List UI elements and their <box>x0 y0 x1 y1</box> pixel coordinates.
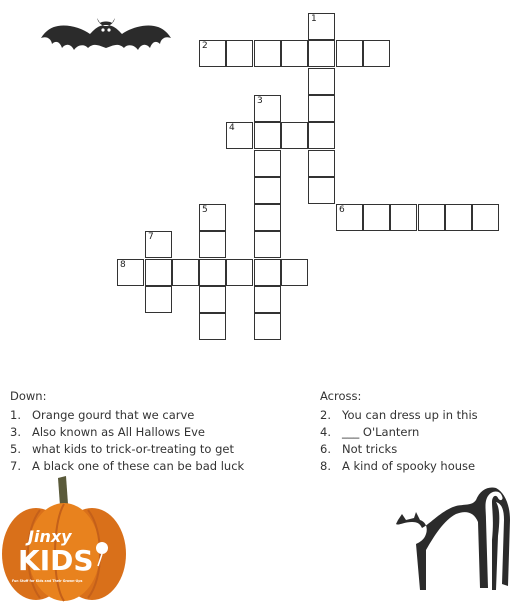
pumpkin-icon <box>0 474 128 604</box>
logo-text-jinxy: Jinxy <box>28 527 72 546</box>
grid-cell[interactable] <box>145 259 172 286</box>
grid-cell[interactable] <box>308 40 335 67</box>
grid-cell[interactable] <box>418 204 445 231</box>
grid-cell[interactable] <box>254 150 281 177</box>
grid-cell[interactable] <box>308 122 335 149</box>
grid-cell[interactable] <box>199 204 226 231</box>
clue-across-2: 2. You can dress up in this <box>320 408 478 422</box>
clue-down-1: 1. Orange gourd that we carve <box>10 408 195 422</box>
clue-number: 7 <box>148 232 154 242</box>
grid-cell[interactable] <box>363 40 390 67</box>
logo-text-kids: KIDS <box>18 544 94 577</box>
clue-number: 2 <box>202 41 208 51</box>
logo-tagline: Fun Stuff for Kids and Their Grown-Ups <box>12 579 83 583</box>
clue-across-6: 6. Not tricks <box>320 442 398 456</box>
grid-cell[interactable] <box>445 204 472 231</box>
clue-number: 6 <box>339 205 345 215</box>
grid-cell[interactable] <box>145 231 172 258</box>
clue-down-3: 3. Also known as All Hallows Eve <box>10 425 206 439</box>
clue-number: 8 <box>120 260 126 270</box>
grid-cell[interactable] <box>281 122 308 149</box>
clue-across-8: 8. A kind of spooky house <box>320 459 476 473</box>
grid-cell[interactable] <box>308 95 335 122</box>
clue-down-5: 5. what kids to trick-or-treating to get <box>10 442 235 456</box>
grid-cell[interactable] <box>281 259 308 286</box>
grid-cell[interactable] <box>254 286 281 313</box>
grid-cell[interactable] <box>254 231 281 258</box>
grid-cell[interactable] <box>254 259 281 286</box>
grid-cell[interactable] <box>472 204 499 231</box>
down-heading: Down: <box>10 389 47 403</box>
grid-cell[interactable] <box>254 313 281 340</box>
grid-cell[interactable] <box>172 259 199 286</box>
clue-number: 3 <box>257 96 263 106</box>
grid-cell[interactable] <box>199 231 226 258</box>
grid-cell[interactable] <box>254 40 281 67</box>
grid-cell[interactable] <box>254 177 281 204</box>
clue-number: 1 <box>311 14 317 24</box>
grid-cell[interactable] <box>308 177 335 204</box>
grid-cell[interactable] <box>199 259 226 286</box>
grid-cell[interactable] <box>308 150 335 177</box>
grid-cell[interactable] <box>308 13 335 40</box>
down-clues <box>10 388 244 475</box>
grid-cell[interactable] <box>226 259 253 286</box>
black-cat-icon <box>392 480 512 594</box>
grid-cell[interactable] <box>308 68 335 95</box>
grid-cell[interactable] <box>199 286 226 313</box>
grid-cell[interactable] <box>145 286 172 313</box>
grid-cell[interactable] <box>199 313 226 340</box>
grid-cell[interactable] <box>336 40 363 67</box>
grid-cell[interactable] <box>226 122 253 149</box>
grid-cell[interactable] <box>254 204 281 231</box>
grid-cell[interactable] <box>336 204 363 231</box>
across-clues <box>320 388 478 475</box>
clue-number: 4 <box>229 123 235 133</box>
clue-down-7: 7. A black one of these can be bad luck <box>10 459 245 473</box>
clue-number: 5 <box>202 205 208 215</box>
grid-cell[interactable] <box>226 40 253 67</box>
grid-cell[interactable] <box>254 122 281 149</box>
grid-cell[interactable] <box>254 95 281 122</box>
grid-cell[interactable] <box>390 204 417 231</box>
grid-cell[interactable] <box>281 40 308 67</box>
grid-cell[interactable] <box>199 40 226 67</box>
across-heading: Across: <box>320 389 362 403</box>
grid-cell[interactable] <box>117 259 144 286</box>
clue-across-4: 4. ___ O'Lantern <box>320 425 420 439</box>
grid-cell[interactable] <box>363 204 390 231</box>
